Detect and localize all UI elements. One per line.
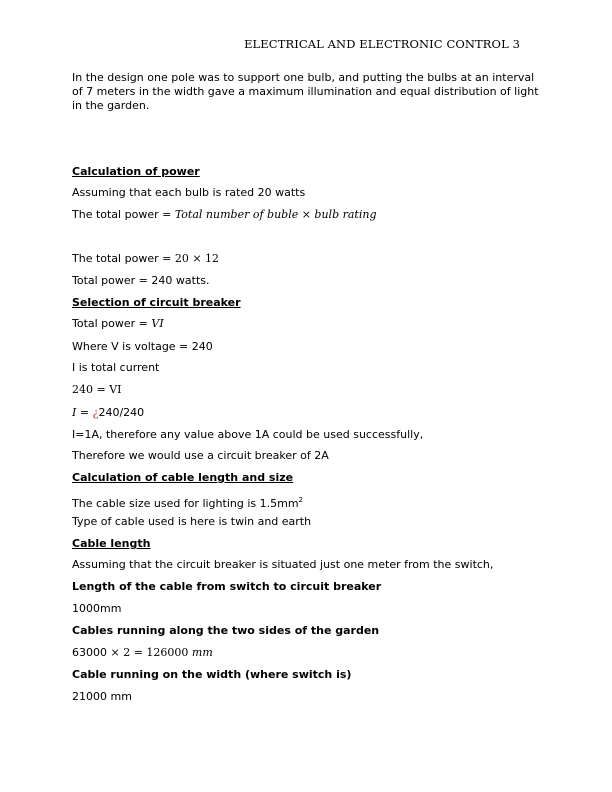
cable-length-assumption: Assuming that the circuit breaker is situated just one meter from the switch,	[72, 558, 494, 571]
equation-current-rhs: 240/240	[98, 406, 145, 419]
running-head: ELECTRICAL AND ELECTRONIC CONTROL 3	[244, 37, 520, 51]
voltage-line: Where V is voltage = 240	[72, 340, 213, 353]
breaker-total-power-line	[72, 317, 164, 331]
total-power-label-2: The total power =	[72, 252, 175, 265]
garden-width-heading: Cable running on the width (where switch is)	[72, 668, 352, 681]
garden-width-value: 21000 mm	[72, 690, 132, 703]
cable-size-line	[72, 493, 303, 511]
intro-paragraph: In the design one pole was to support one bulb, and putting the bulbs at an interval of 7 meters in the width gave a maximum illumination and equal distribution of light in the garden.	[72, 71, 539, 112]
total-power-calc-line	[72, 252, 219, 266]
cable-type-line: Type of cable used is here is twin and earth	[72, 515, 312, 528]
heading-selection-of-circuit-breaker: Selection of circuit breaker	[72, 296, 241, 309]
heading-calculation-of-power: Calculation of power	[72, 165, 200, 178]
garden-sides-calc-a: 63000	[72, 646, 107, 659]
equation-240-vi-text: 240 = VI	[72, 383, 122, 396]
equation-glyph: ¿	[92, 406, 99, 419]
total-power-formula: Total number of buble × bulb rating	[174, 208, 377, 221]
equation-current-lhs: I =	[72, 406, 93, 419]
breaker-total-power-formula: VI	[151, 317, 164, 330]
total-power-formula-line	[72, 208, 377, 222]
breaker-total-power-label: Total power =	[72, 317, 152, 330]
garden-sides-calc-b: × 2 = 126000	[107, 646, 192, 659]
total-power-label: The total power =	[72, 208, 175, 221]
current-result: I=1A, therefore any value above 1A could be used successfully,	[72, 428, 424, 441]
equation-current-line	[72, 406, 144, 420]
switch-to-breaker-value: 1000mm	[72, 602, 122, 615]
equation-240-vi	[72, 383, 122, 397]
switch-to-breaker-heading: Length of the cable from switch to circuit breaker	[72, 580, 382, 593]
cable-size-superscript: 2	[298, 496, 304, 504]
cable-size-text: The cable size used for lighting is 1.5mm	[72, 497, 299, 510]
heading-cable-length-and-size: Calculation of cable length and size	[72, 471, 294, 484]
total-power-calc: 20 × 12	[174, 252, 220, 265]
heading-cable-length: Cable length	[72, 537, 151, 550]
garden-sides-heading: Cables running along the two sides of the garden	[72, 624, 380, 637]
garden-sides-calc-unit: mm	[191, 646, 213, 659]
garden-sides-calc-line	[72, 646, 213, 660]
total-power-result: Total power = 240 watts.	[72, 274, 210, 287]
breaker-conclusion: Therefore we would use a circuit breaker of 2A	[72, 449, 329, 462]
current-line: I is total current	[72, 361, 160, 374]
power-assumption: Assuming that each bulb is rated 20 watts	[72, 186, 306, 199]
